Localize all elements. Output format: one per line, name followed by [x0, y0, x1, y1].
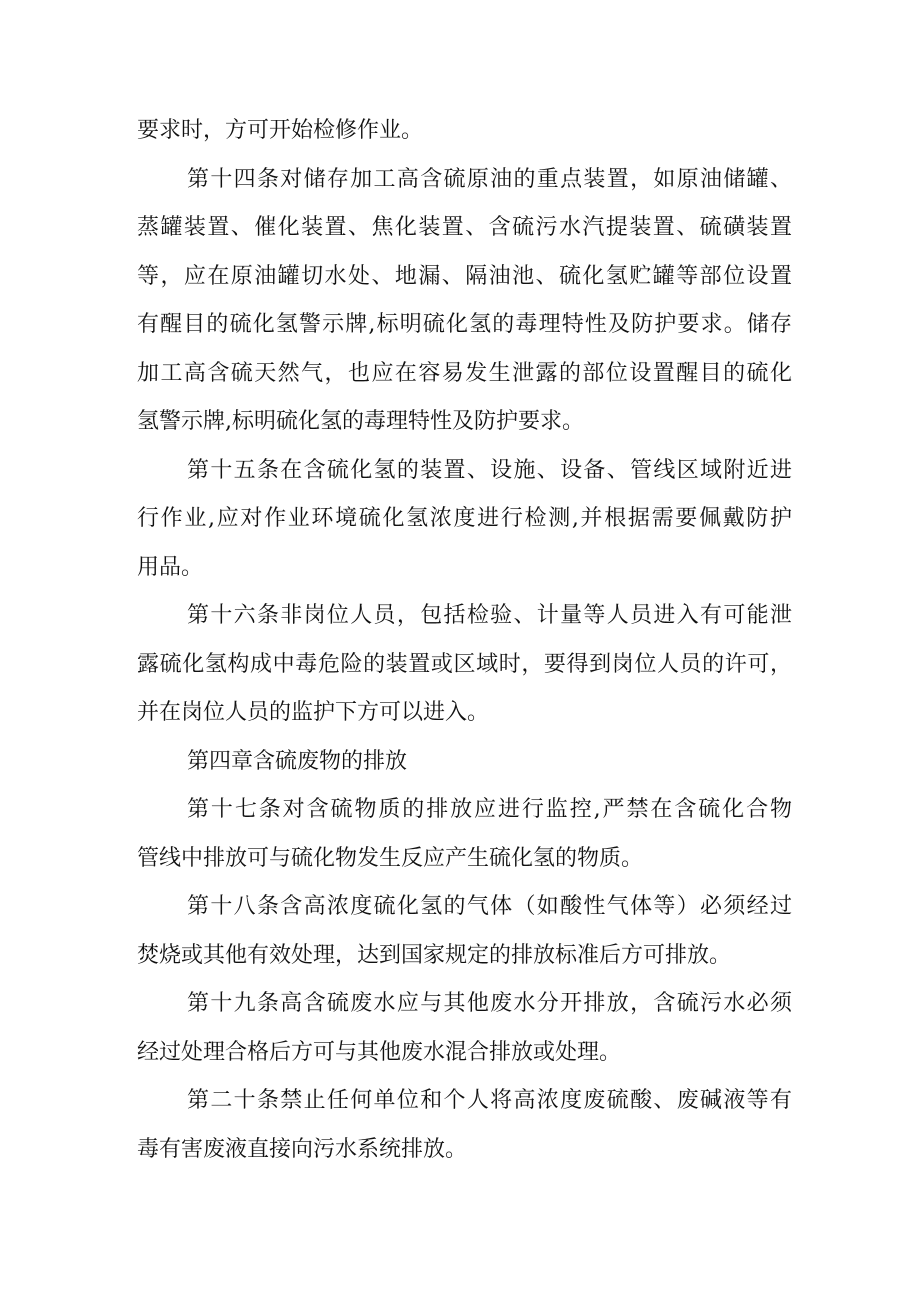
- text-line: 第十八条含高浓度硫化氢的气体（如酸性气体等）必须经过: [187, 894, 792, 919]
- text-line: 第十九条高含硫废水应与其他废水分开排放，含硫污水必须: [187, 991, 792, 1016]
- text-line: 有醒目的硫化氢警示牌,标明硫化氢的毒理特性及防护要求。储存: [137, 312, 792, 337]
- text-line: 第十五条在含硫化氢的装置、设施、设备、管线区域附近进: [187, 458, 792, 483]
- text-line: 第十七条对含硫物质的排放应进行监控,严禁在含硫化合物: [187, 797, 792, 822]
- text-line: 经过处理合格后方可与其他废水混合排放或处理。: [137, 1040, 622, 1065]
- text-line: 并在岗位人员的监护下方可以进入。: [137, 700, 490, 725]
- text-line: 焚烧或其他有效处理，达到国家规定的排放标准后方可排放。: [137, 943, 732, 968]
- text-line: 用品。: [137, 555, 204, 580]
- text-line: 要求时，方可开始检修作业。: [137, 118, 424, 143]
- text-line: 行作业,应对作业环境硫化氢浓度进行检测,并根据需要佩戴防护: [137, 506, 792, 531]
- text-line: 氢警示牌,标明硫化氢的毒理特性及防护要求。: [137, 409, 584, 434]
- text-line: 加工高含硫天然气，也应在容易发生泄露的部位设置醒目的硫化: [137, 361, 792, 386]
- text-line: 露硫化氢构成中毒危险的装置或区域时，要得到岗位人员的许可，: [137, 652, 792, 677]
- text-line: 毒有害废液直接向污水系统排放。: [137, 1137, 468, 1162]
- text-line: 蒸罐装置、催化装置、焦化装置、含硫污水汽提装置、硫磺装置: [137, 215, 792, 240]
- chapter-heading: 第四章含硫废物的排放: [187, 749, 408, 774]
- text-line: 等，应在原油罐切水处、地漏、隔油池、硫化氢贮罐等部位设置: [137, 264, 792, 289]
- text-line: 第十四条对储存加工高含硫原油的重点装置，如原油储罐、: [187, 167, 792, 192]
- text-line: 第十六条非岗位人员，包括检验、计量等人员进入有可能泄: [187, 603, 792, 628]
- text-line: 第二十条禁止任何单位和个人将高浓度废硫酸、废碱液等有: [187, 1088, 792, 1113]
- text-line: 管线中排放可与硫化物发生反应产生硫化氢的物质。: [137, 846, 644, 871]
